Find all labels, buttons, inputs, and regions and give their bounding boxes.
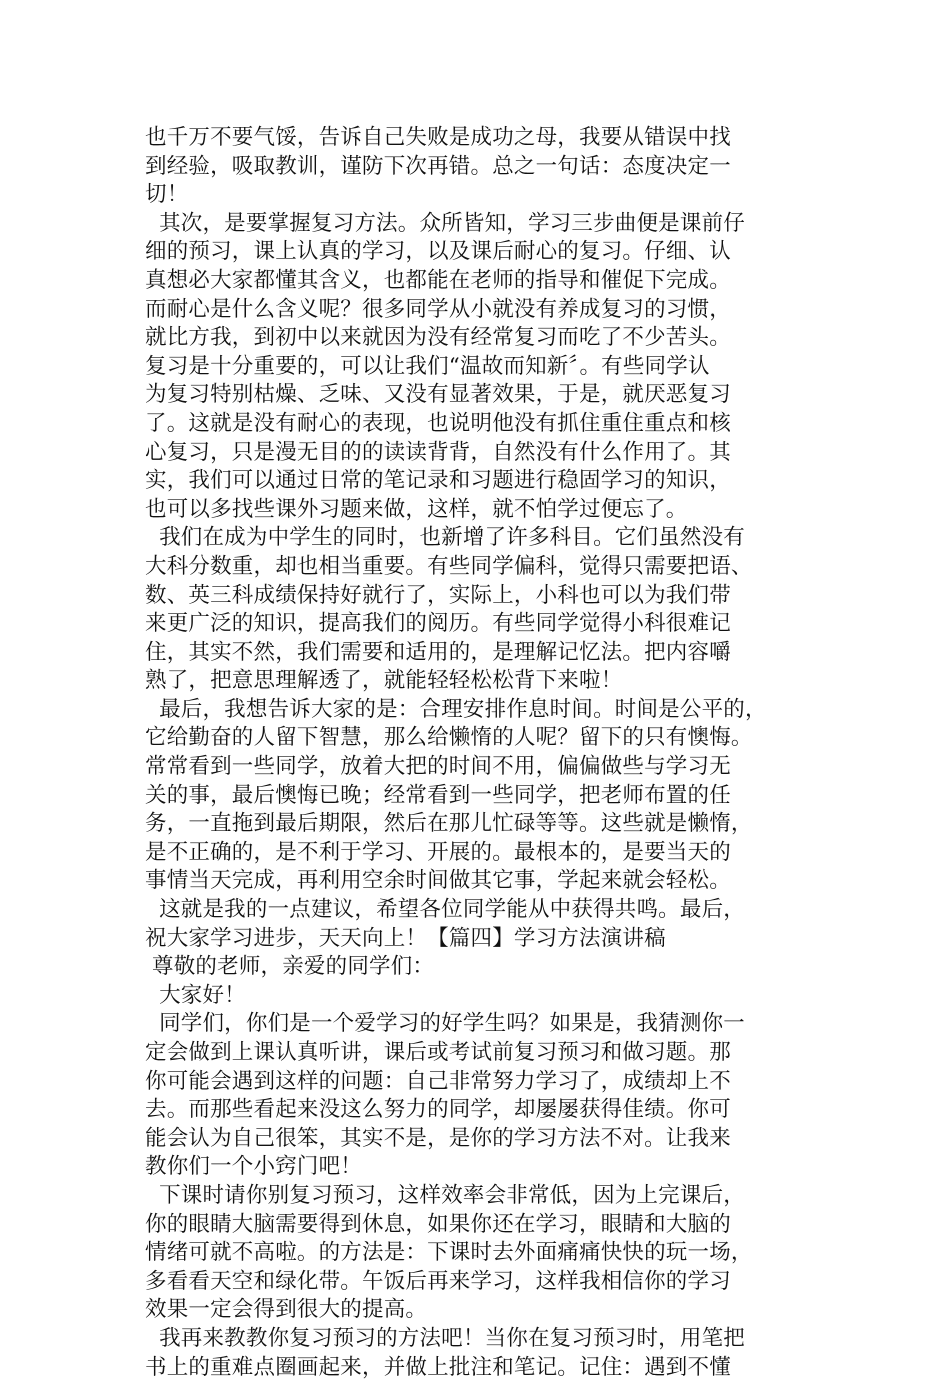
text-line: 而耐心是什么含义呢？很多同学从小就没有养成复习的习惯， xyxy=(145,296,731,322)
text-line: 多看看天空和绿化带。午饭后再来学习，这样我相信你的学习 xyxy=(145,1268,731,1294)
text-line: 同学们，你们是一个爱学习的好学生吗？如果是，我猜测你一 xyxy=(145,1011,745,1037)
text-line: 来更广泛的知识，提高我们的阅历。有些同学觉得小科很难记 xyxy=(145,611,731,637)
text-line: 大家好！ xyxy=(145,982,246,1008)
text-line: 了。这就是没有耐心的表现，也说明他没有抓住重住重点和核 xyxy=(145,410,731,436)
text-line: 数、英三科成绩保持好就行了，实际上，小科也可以为我们带 xyxy=(145,582,731,608)
text-line: 大科分数重，却也相当重要。有些同学偏科，觉得只需要把语、 xyxy=(145,553,753,579)
text-line: 常常看到一些同学，放着大把的时间不用，偏偏做些与学习无 xyxy=(145,754,731,780)
text-line: 务，一直拖到最后期限，然后在那儿忙碌等等。这些就是懒惰， xyxy=(145,811,753,837)
text-line: 关的事，最后懊悔已晚；经常看到一些同学，把老师布置的任 xyxy=(145,782,731,808)
text-line: 祝大家学习进步，天天向上！【篇四】学习方法演讲稿 xyxy=(145,925,666,951)
text-line: 它给勤奋的人留下智慧，那么给懒惰的人呢？留下的只有懊悔。 xyxy=(145,725,753,751)
text-line: 就比方我，到初中以来就因为没有经常复习而吃了不少苦头。 xyxy=(145,325,731,351)
text-line: 实，我们可以通过日常的笔记录和习题进行稳固学习的知识， xyxy=(145,468,731,494)
text-line: 定会做到上课认真听讲，课后或考试前复习预习和做习题。那 xyxy=(145,1040,731,1065)
text-line: 书上的重难点圈画起来，并做上批注和笔记。记住：遇到不懂 xyxy=(145,1354,731,1380)
text-line: 其次，是要掌握复习方法。众所皆知，学习三步曲便是课前仔 xyxy=(145,210,745,236)
document-body-text xyxy=(145,124,825,1382)
text-line: 你可能会遇到这样的问题：自己非常努力学习了，成绩却上不 xyxy=(145,1068,731,1094)
text-line: 情绪可就不高啦。的方法是：下课时去外面痛痛快快的玩一场， xyxy=(145,1240,753,1266)
text-line: 是不正确的，是不利于学习、开展的。最根本的，是要当天的 xyxy=(145,839,731,865)
text-line: 最后，我想告诉大家的是：合理安排作息时间。时间是公平的， xyxy=(145,696,767,722)
text-line: 去。而那些看起来没这么努力的同学，却屡屡获得佳绩。你可 xyxy=(145,1097,731,1123)
text-line: 复习是十分重要的，可以让我们“温故而知新〞。有些同学认 xyxy=(145,353,710,379)
text-line: 教你们一个小窍门吧！ xyxy=(145,1154,363,1180)
text-line: 细的预习，课上认真的学习，以及课后耐心的复习。仔细、认 xyxy=(145,239,731,265)
text-line: 下课时请你别复习预习，这样效率会非常低，因为上完课后， xyxy=(145,1182,745,1208)
text-line: 效果一定会得到很大的提高。 xyxy=(145,1297,428,1323)
text-line: 能会认为自己很笨，其实不是，是你的学习方法不对。让我来 xyxy=(145,1125,731,1151)
text-line: 切！ xyxy=(145,182,189,208)
text-line: 你的眼睛大脑需要得到休息，如果你还在学习，眼睛和大脑的 xyxy=(145,1211,731,1237)
text-line: 事情当天完成，再利用空余时间做其它事，学起来就会轻松。 xyxy=(145,868,731,894)
text-line: 心复习，只是漫无目的的读读背背，自然没有什么作用了。其 xyxy=(145,439,731,465)
text-line: 熟了，把意思理解透了，就能轻轻松松背下来啦！ xyxy=(145,668,623,694)
text-line: 我们在成为中学生的同时，也新增了许多科目。它们虽然没有 xyxy=(145,525,745,551)
text-line: 也千万不要气馁，告诉自己失败是成功之母，我要从错误中找 xyxy=(145,125,731,150)
text-line: 为复习特别枯燥、乏味、又没有显著效果，于是，就厌恶复习 xyxy=(145,382,731,408)
text-line: 住，其实不然，我们需要和适用的，是理解记忆法。把内容嚼 xyxy=(145,639,731,665)
text-line: 到经验，吸取教训，谨防下次再错。总之一句话：态度决定一 xyxy=(145,153,731,179)
text-line: 这就是我的一点建议，希望各位同学能从中获得共鸣。最后， xyxy=(145,897,745,923)
text-line: 真想必大家都懂其含义，也都能在老师的指导和催促下完成。 xyxy=(145,267,731,293)
text-line: 尊敬的老师，亲爱的同学们： xyxy=(145,954,435,980)
text-line: 也可以多找些课外习题来做，这样，就不怕学过便忘了。 xyxy=(145,496,688,522)
text-line: 我再来教教你复习预习的方法吧！当你在复习预习时，用笔把 xyxy=(145,1325,745,1351)
